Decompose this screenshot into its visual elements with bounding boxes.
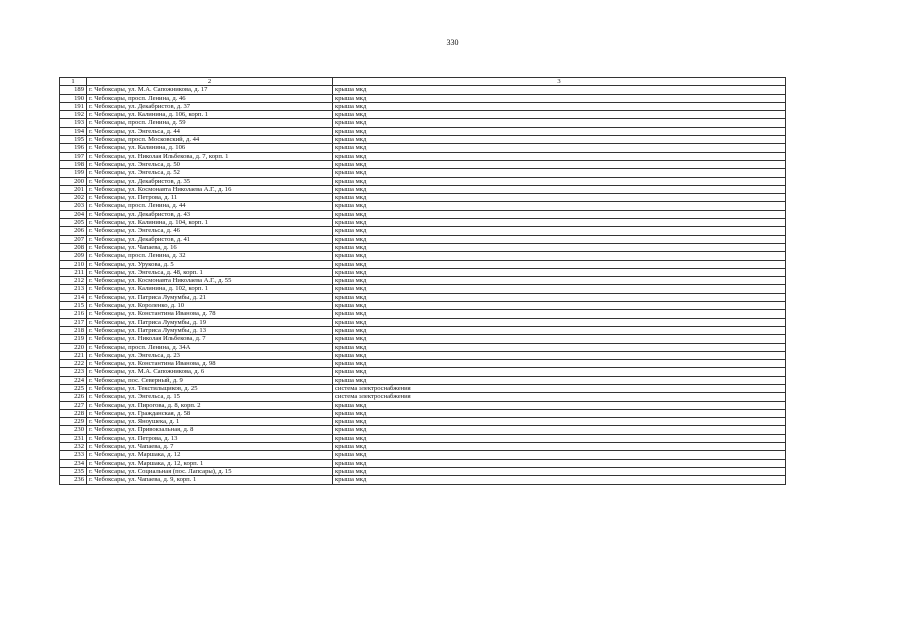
row-element: крыша мкд [333, 277, 786, 285]
row-element: крыша мкд [333, 152, 786, 160]
table-row [60, 235, 786, 243]
row-address: г. Чебоксары, ул. Декабристов, д. 37 [87, 102, 333, 110]
row-address: г. Чебоксары, ул. Декабристов, д. 41 [87, 235, 333, 243]
row-element: крыша мкд [333, 94, 786, 102]
column-header-address: 2 [87, 78, 333, 86]
row-number: 209 [60, 252, 87, 260]
row-address: г. Чебоксары, просп. Ленина, д. 44 [87, 202, 333, 210]
row-number: 216 [60, 310, 87, 318]
row-element: крыша мкд [333, 111, 786, 119]
table-row [60, 476, 786, 484]
table-row [60, 360, 786, 368]
row-address: г. Чебоксары, ул. Петрова, д. 13 [87, 434, 333, 442]
table-row [60, 111, 786, 119]
table-row [60, 86, 786, 94]
row-element: крыша мкд [333, 210, 786, 218]
row-address: г. Чебоксары, просп. Ленина, д. 34А [87, 343, 333, 351]
row-address: г. Чебоксары, ул. Константина Иванова, д. 78 [87, 310, 333, 318]
row-number: 190 [60, 94, 87, 102]
row-number: 222 [60, 360, 87, 368]
table-row [60, 368, 786, 376]
table-row [60, 326, 786, 334]
row-address: г. Чебоксары, ул. Декабристов, д. 43 [87, 210, 333, 218]
row-number: 233 [60, 451, 87, 459]
row-number: 196 [60, 144, 87, 152]
row-address: г. Чебоксары, ул. Энгельса, д. 44 [87, 127, 333, 135]
row-element: крыша мкд [333, 360, 786, 368]
row-number: 211 [60, 268, 87, 276]
table-row [60, 409, 786, 417]
table-row [60, 443, 786, 451]
row-number: 207 [60, 235, 87, 243]
row-element: крыша мкд [333, 177, 786, 185]
row-element: система электроснабжения [333, 384, 786, 392]
row-address: г. Чебоксары, ул. Чапаева, д. 16 [87, 243, 333, 251]
row-address: г. Чебоксары, ул. Патриса Лумумбы, д. 19 [87, 318, 333, 326]
row-address: г. Чебоксары, ул. Калинина, д. 102, корп. 1 [87, 285, 333, 293]
row-element: крыша мкд [333, 443, 786, 451]
table-row [60, 119, 786, 127]
row-address: г. Чебоксары, ул. Энгельса, д. 23 [87, 351, 333, 359]
row-element: крыша мкд [333, 426, 786, 434]
table-row [60, 351, 786, 359]
column-header-element: 3 [333, 78, 786, 86]
row-number: 195 [60, 136, 87, 144]
table-row [60, 194, 786, 202]
row-element: крыша мкд [333, 459, 786, 467]
row-number: 210 [60, 260, 87, 268]
row-address: г. Чебоксары, ул. Социальная (пос. Лапсары), д. 15 [87, 467, 333, 475]
row-number: 197 [60, 152, 87, 160]
row-element: крыша мкд [333, 127, 786, 135]
table-row [60, 418, 786, 426]
table-row [60, 434, 786, 442]
table-row [60, 160, 786, 168]
row-number: 225 [60, 384, 87, 392]
row-element: крыша мкд [333, 476, 786, 484]
row-address: г. Чебоксары, ул. Константина Иванова, д. 98 [87, 360, 333, 368]
table-row [60, 318, 786, 326]
row-element: крыша мкд [333, 243, 786, 251]
table-row [60, 277, 786, 285]
row-address: г. Чебоксары, ул. Гражданская, д. 58 [87, 409, 333, 417]
row-element: крыша мкд [333, 219, 786, 227]
row-address: г. Чебоксары, ул. Энгельса, д. 48, корп. 1 [87, 268, 333, 276]
row-element: крыша мкд [333, 293, 786, 301]
row-element: крыша мкд [333, 401, 786, 409]
table-body [60, 78, 786, 485]
row-address: г. Чебоксары, ул. Калинина, д. 106 [87, 144, 333, 152]
row-element: крыша мкд [333, 252, 786, 260]
row-address: г. Чебоксары, ул. Яноушека, д. 1 [87, 418, 333, 426]
table-row [60, 376, 786, 384]
table-header-row [60, 78, 786, 86]
row-number: 192 [60, 111, 87, 119]
row-number: 201 [60, 185, 87, 193]
row-address: г. Чебоксары, ул. Энгельса, д. 15 [87, 393, 333, 401]
table-row [60, 127, 786, 135]
table-row [60, 102, 786, 110]
row-address: г. Чебоксары, ул. Чапаева, д. 7 [87, 443, 333, 451]
row-element: крыша мкд [333, 194, 786, 202]
table-row [60, 293, 786, 301]
row-address: г. Чебоксары, просп. Ленина, д. 59 [87, 119, 333, 127]
table-row [60, 285, 786, 293]
row-element: крыша мкд [333, 268, 786, 276]
row-number: 212 [60, 277, 87, 285]
table-row [60, 144, 786, 152]
row-address: г. Чебоксары, ул. Патриса Лумумбы, д. 13 [87, 326, 333, 334]
row-address: г. Чебоксары, ул. Космонавта Николаева А.Г., д. 16 [87, 185, 333, 193]
row-address: г. Чебоксары, ул. Петрова, д. 11 [87, 194, 333, 202]
row-element: крыша мкд [333, 335, 786, 343]
table-row [60, 210, 786, 218]
table-row [60, 219, 786, 227]
row-number: 199 [60, 169, 87, 177]
table-row [60, 252, 786, 260]
table-row [60, 426, 786, 434]
row-number: 236 [60, 476, 87, 484]
row-address: г. Чебоксары, ул. Привокзальная, д. 8 [87, 426, 333, 434]
row-number: 204 [60, 210, 87, 218]
row-number: 234 [60, 459, 87, 467]
row-element: крыша мкд [333, 343, 786, 351]
row-number: 223 [60, 368, 87, 376]
row-number: 208 [60, 243, 87, 251]
row-address: г. Чебоксары, ул. Космонавта Николаева А.Г., д. 55 [87, 277, 333, 285]
row-address: г. Чебоксары, ул. Энгельса, д. 52 [87, 169, 333, 177]
row-number: 198 [60, 160, 87, 168]
row-number: 228 [60, 409, 87, 417]
row-number: 214 [60, 293, 87, 301]
table-row [60, 451, 786, 459]
row-address: г. Чебоксары, ул. Николая Ильбекова, д. 7, корп. 1 [87, 152, 333, 160]
row-element: крыша мкд [333, 235, 786, 243]
row-element: крыша мкд [333, 418, 786, 426]
row-element: крыша мкд [333, 160, 786, 168]
row-element: крыша мкд [333, 185, 786, 193]
row-number: 206 [60, 227, 87, 235]
row-address: г. Чебоксары, ул. Энгельса, д. 50 [87, 160, 333, 168]
table-row [60, 343, 786, 351]
row-element: крыша мкд [333, 227, 786, 235]
row-address: г. Чебоксары, ул. Патриса Лумумбы, д. 21 [87, 293, 333, 301]
row-address: г. Чебоксары, ул. Калинина, д. 106, корп. 1 [87, 111, 333, 119]
row-number: 229 [60, 418, 87, 426]
row-number: 224 [60, 376, 87, 384]
table-row [60, 335, 786, 343]
row-number: 221 [60, 351, 87, 359]
row-number: 226 [60, 393, 87, 401]
row-number: 191 [60, 102, 87, 110]
table-row [60, 177, 786, 185]
row-element: крыша мкд [333, 119, 786, 127]
table-row [60, 185, 786, 193]
row-element: крыша мкд [333, 376, 786, 384]
row-element: крыша мкд [333, 169, 786, 177]
row-address: г. Чебоксары, просп. Ленина, д. 32 [87, 252, 333, 260]
table-row [60, 243, 786, 251]
table-row [60, 94, 786, 102]
row-number: 230 [60, 426, 87, 434]
row-address: г. Чебоксары, ул. Маршака, д. 12, корп. 1 [87, 459, 333, 467]
table-row [60, 302, 786, 310]
row-address: г. Чебоксары, ул. Калинина, д. 104, корп. 1 [87, 219, 333, 227]
row-element: крыша мкд [333, 136, 786, 144]
row-element: крыша мкд [333, 451, 786, 459]
row-element: крыша мкд [333, 467, 786, 475]
row-element: крыша мкд [333, 351, 786, 359]
row-number: 235 [60, 467, 87, 475]
table-row [60, 169, 786, 177]
row-number: 200 [60, 177, 87, 185]
table-row [60, 459, 786, 467]
table-row [60, 227, 786, 235]
row-element: крыша мкд [333, 302, 786, 310]
row-address: г. Чебоксары, просп. Ленина, д. 46 [87, 94, 333, 102]
row-address: г. Чебоксары, ул. Энгельса, д. 46 [87, 227, 333, 235]
row-address: г. Чебоксары, ул. Николая Ильбекова, д. 7 [87, 335, 333, 343]
row-element: крыша мкд [333, 102, 786, 110]
row-number: 213 [60, 285, 87, 293]
row-number: 231 [60, 434, 87, 442]
table-row [60, 384, 786, 392]
row-number: 205 [60, 219, 87, 227]
row-address: г. Чебоксары, ул. М.А. Сапожникова, д. 6 [87, 368, 333, 376]
row-element: крыша мкд [333, 285, 786, 293]
row-address: г. Чебоксары, ул. Текстильщиков, д. 25 [87, 384, 333, 392]
row-address: г. Чебоксары, ул. Урукова, д. 5 [87, 260, 333, 268]
row-element: крыша мкд [333, 144, 786, 152]
table-row [60, 152, 786, 160]
table-row [60, 136, 786, 144]
row-address: г. Чебоксары, ул. Пирогова, д. 8, корп. 2 [87, 401, 333, 409]
column-header-number: 1 [60, 78, 87, 86]
row-element: крыша мкд [333, 202, 786, 210]
row-element: крыша мкд [333, 310, 786, 318]
row-address: г. Чебоксары, просп. Московский, д. 44 [87, 136, 333, 144]
row-number: 220 [60, 343, 87, 351]
row-element: крыша мкд [333, 368, 786, 376]
table-row [60, 268, 786, 276]
row-element: крыша мкд [333, 318, 786, 326]
table-row [60, 401, 786, 409]
row-number: 217 [60, 318, 87, 326]
row-address: г. Чебоксары, ул. Короленко, д. 10 [87, 302, 333, 310]
row-number: 215 [60, 302, 87, 310]
row-element: крыша мкд [333, 86, 786, 94]
row-address: г. Чебоксары, ул. М.А. Сапожникова, д. 17 [87, 86, 333, 94]
row-number: 218 [60, 326, 87, 334]
row-number: 232 [60, 443, 87, 451]
row-number: 189 [60, 86, 87, 94]
registry-table [59, 77, 786, 485]
row-element: крыша мкд [333, 326, 786, 334]
row-address: г. Чебоксары, ул. Маршака, д. 12 [87, 451, 333, 459]
row-address: г. Чебоксары, ул. Декабристов, д. 35 [87, 177, 333, 185]
row-number: 193 [60, 119, 87, 127]
row-number: 203 [60, 202, 87, 210]
row-address: г. Чебоксары, пос. Северный, д. 9 [87, 376, 333, 384]
row-element: крыша мкд [333, 409, 786, 417]
page-number: 330 [446, 38, 459, 47]
row-element: крыша мкд [333, 434, 786, 442]
row-address: г. Чебоксары, ул. Чапаева, д. 9, корп. 1 [87, 476, 333, 484]
row-number: 202 [60, 194, 87, 202]
table-row [60, 310, 786, 318]
table-row [60, 467, 786, 475]
table-row [60, 202, 786, 210]
row-number: 219 [60, 335, 87, 343]
row-number: 227 [60, 401, 87, 409]
row-element: система электроснабжения [333, 393, 786, 401]
row-element: крыша мкд [333, 260, 786, 268]
table-row [60, 393, 786, 401]
row-number: 194 [60, 127, 87, 135]
table-row [60, 260, 786, 268]
